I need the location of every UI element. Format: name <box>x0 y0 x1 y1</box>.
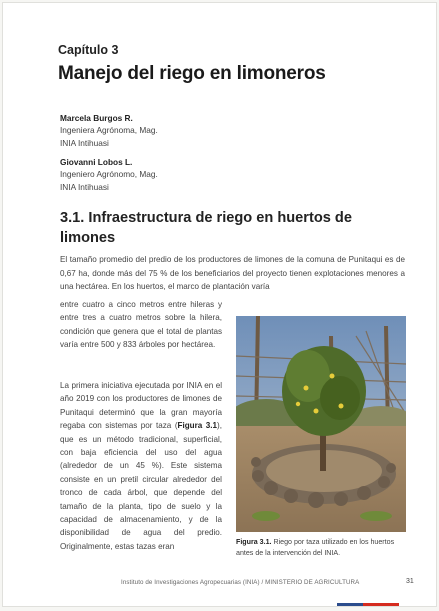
figure-reference[interactable]: Figura 3.1 <box>177 421 218 431</box>
figure-caption-text: Riego por taza utilizado en los huertos antes de la intervención del INIA. <box>236 538 395 557</box>
figure-caption <box>236 537 411 558</box>
author-block <box>60 156 158 193</box>
author-role: Ingeniero Agrónomo, Mag. <box>60 169 158 180</box>
page-number: 31 <box>406 578 414 585</box>
author-org: INIA Intihuasi <box>60 137 109 148</box>
paragraph-text: ), que es un método tradicional, superficial, con baja eficiencia del uso del agua (alrededor de un 45 %). Este sistema consiste en un pretil circular alrededor del tronco de cada árbol, que depende del tamaño de la planta, tipo de suelo y la capacidad de almacenamiento, y de la disponibilidad de agua del predio. Originalmente, estas tazas eran <box>60 421 222 551</box>
figure-photo <box>236 316 406 532</box>
footer-text: Instituto de Investigaciones Agropecuarias (INIA) / MINISTERIO DE AGRICULTURA <box>121 579 360 586</box>
author-name: Giovanni Lobos L. <box>60 157 133 167</box>
author-role: Ingeniera Agrónoma, Mag. <box>60 125 158 136</box>
body-paragraph: El tamaño promedio del predio de los productores de limones de la comuna de Punitaqui es de 0,67 ha, donde más del 75 % de los beneficiarios del proyecto tienen explotaciones menores a una hectárea. En los huertos, el marco de plantación varía <box>60 255 405 291</box>
chapter-title: Manejo del riego en limoneros <box>58 63 326 84</box>
paragraph-text: La primera iniciativa ejecutada por INIA en el año 2019 con los productores de limones de Punitaqui determinó que la gran mayoría regaba con sistemas por taza ( <box>60 381 222 431</box>
section-title: 3.1. Infraestructura de riego en huertos de limones <box>60 210 352 246</box>
lemon-tree-illustration <box>236 316 406 532</box>
footer-flag-stripe <box>363 603 399 606</box>
author-name: Marcela Burgos R. <box>60 113 133 123</box>
body-paragraph <box>60 379 222 553</box>
body-paragraph: entre cuatro a cinco metros entre hileras y entre tres a cuatro metros sobre la hilera, condición que genera que el total de plantas varía entre 500 y 833 árboles por hectárea. <box>60 300 222 350</box>
footer-flag-stripe <box>337 603 363 606</box>
document-page <box>2 2 437 607</box>
figure-label: Figura 3.1. <box>236 538 272 546</box>
author-org: INIA Intihuasi <box>60 181 109 192</box>
chapter-label: Capítulo 3 <box>58 43 119 57</box>
author-block <box>60 112 158 149</box>
